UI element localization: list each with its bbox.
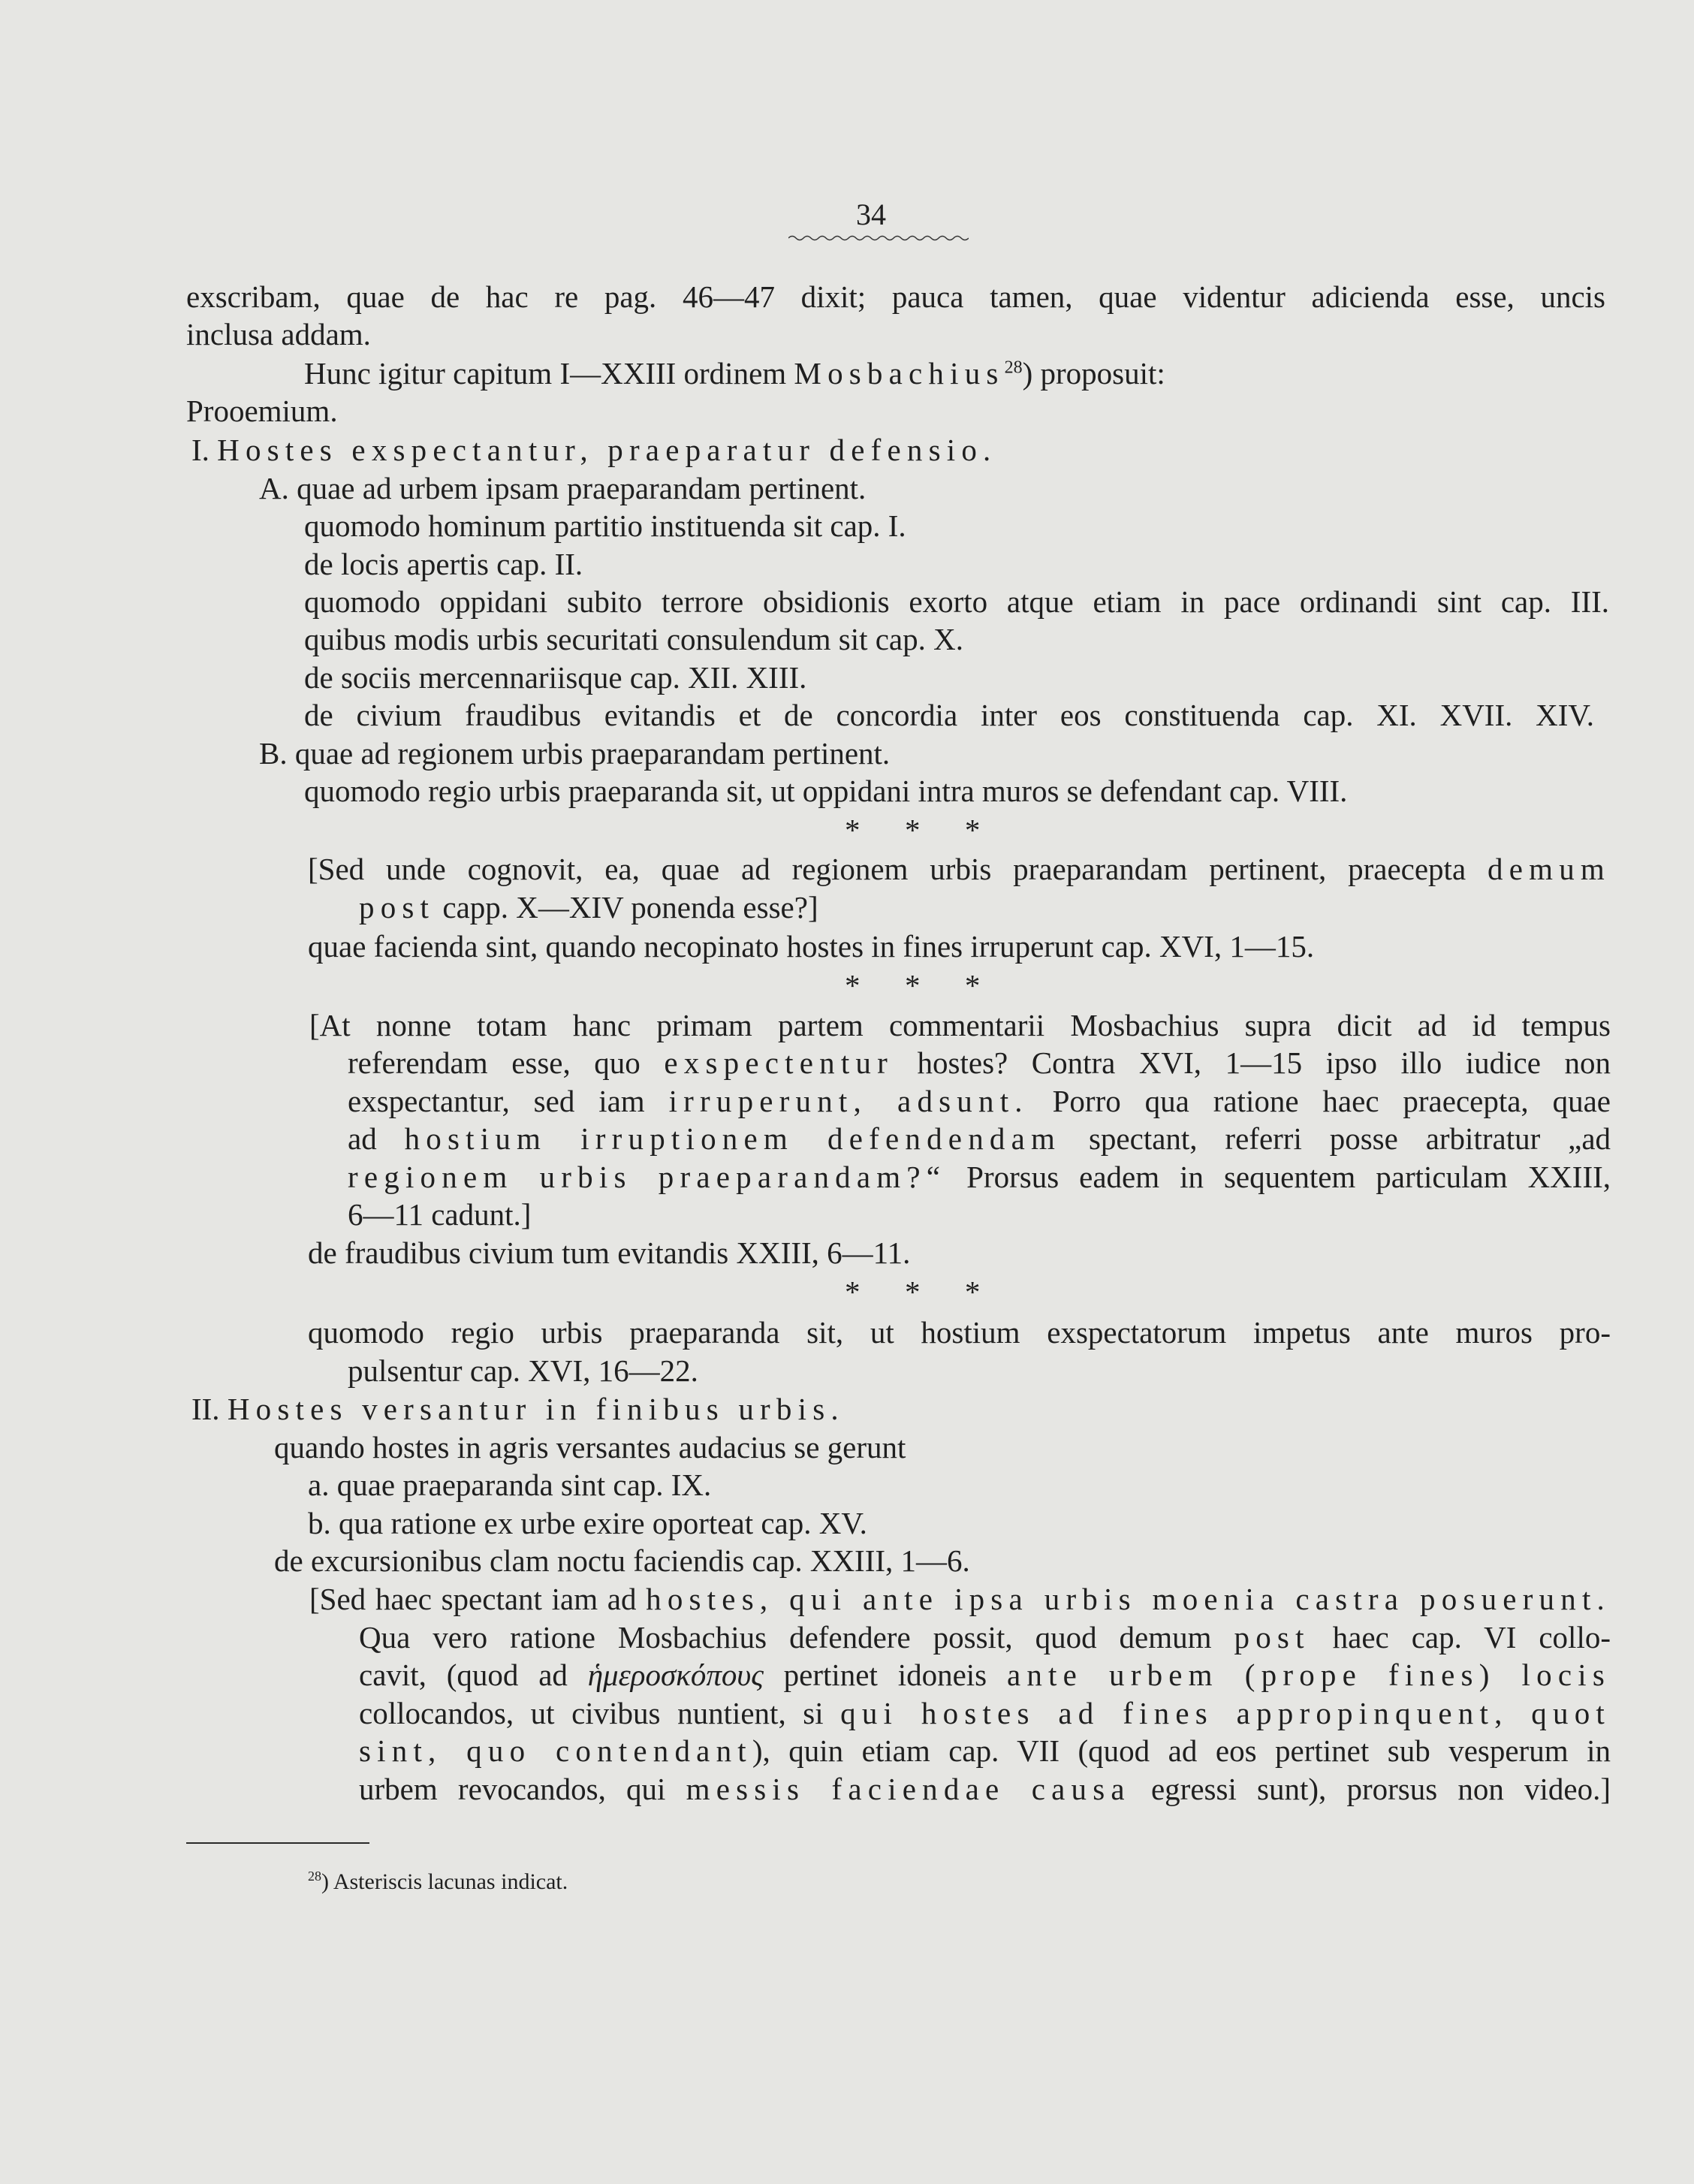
spaced-text: regionem urbis praeparandam?“ [348, 1160, 947, 1194]
spaced-text: hostes, qui ante ipsa urbis moenia castra posuerunt. [646, 1582, 1611, 1616]
text-line: A. quae ad urbem ipsam praeparandam pertinent. [259, 471, 867, 505]
spaced-text: demum [1488, 852, 1611, 886]
text-segment: exspectantur, sed iam [348, 1084, 669, 1118]
text-line: Prooemium. [186, 394, 338, 428]
text-line: quomodo regio urbis praeparanda sit, ut hostium exspectatorum impetus ante muros pro- [308, 1315, 1611, 1350]
text-line [359, 1618, 1611, 1656]
text-segment: capp. X—XIV ponenda esse?] [435, 890, 818, 925]
text-line [309, 1580, 1611, 1618]
text-segment: Hunc igitur capitum I—XXIII ordinem [304, 356, 794, 391]
text-segment: spectant, referri posse arbitratur „ad [1061, 1121, 1611, 1156]
text-line [359, 888, 818, 926]
spaced-text: (prope fines) locis [1218, 1658, 1611, 1692]
footnote-mark: 28 [308, 1869, 321, 1884]
footnote-text: ) Asteriscis lacunas indicat. [321, 1869, 568, 1894]
text-segment: ), quin etiam cap. VII (quod ad eos pertinet sub vesperum in [752, 1733, 1611, 1768]
text-segment: ) proposuit: [1022, 356, 1165, 391]
text-line: b. qua ratione ex urbe exire oporteat cap. XV. [308, 1506, 867, 1540]
text-line: pulsentur cap. XVI, 16—22. [348, 1353, 698, 1388]
spaced-text: qui hostes ad fines appropinquent, quot [840, 1696, 1611, 1730]
text-line [359, 1694, 1611, 1732]
text-line: quomodo oppidani subito terrore obsidionis exorto atque etiam in pace ordinandi sint cap. III. [304, 584, 1609, 619]
spaced-text: Hostes versantur in finibus urbis. [227, 1392, 845, 1426]
text-line: quando hostes in agris versantes audacius se gerunt [274, 1430, 906, 1465]
text-segment: collocandos, ut civibus nuntient, si [359, 1696, 841, 1730]
spaced-text: messis faciendae causa [686, 1772, 1131, 1806]
text-line: quomodo hominum partitio instituenda sit cap. I. [304, 508, 906, 543]
text-segment: hostes? Contra XVI, 1—15 ipso illo iudice non [893, 1045, 1611, 1080]
text-line: B. quae ad regionem urbis praeparandam pertinent. [259, 736, 891, 771]
spaced-text: post [359, 890, 436, 925]
asterisks: * * * [845, 1275, 999, 1309]
text-line: de fraudibus civium tum evitandis XXIII, 6—11. [308, 1235, 911, 1270]
page-number: 34 [856, 198, 886, 231]
text-segment: referendam esse, quo [348, 1045, 665, 1080]
text-segment: [Sed haec spectant iam ad [309, 1582, 647, 1616]
text-line [348, 1120, 1611, 1157]
text-line: quomodo regio urbis praeparanda sit, ut oppidani intra muros se defendant cap. VIII. [304, 774, 1348, 808]
text-segment: Prorsus eadem in sequentem particulam XXIII, [946, 1160, 1611, 1194]
asterisks: * * * [845, 968, 999, 1003]
spaced-text: post [1234, 1620, 1310, 1655]
asterisks: * * * [845, 813, 999, 847]
text-line: quibus modis urbis securitati consulendum sit cap. X. [304, 622, 963, 656]
footnote-rule [186, 1842, 369, 1844]
text-line: quae facienda sint, quando necopinato hostes in fines irruperunt cap. XVI, 1—15. [308, 929, 1315, 964]
spaced-text: Hostes exspectantur, praeparatur defensio. [217, 433, 997, 467]
text-line [308, 850, 1611, 888]
text-line: inclusa addam. [186, 317, 371, 351]
text-segment: [Sed unde cognovit, ea, quae ad regionem urbis praeparandam pertinent, praecepta [308, 852, 1488, 886]
text-line: exscribam, quae de hac re pag. 46—47 dixit; pauca tamen, quae videntur adicienda esse, uncis [186, 279, 1605, 314]
text-line: a. quae praeparanda sint cap. IX. [308, 1468, 712, 1502]
text-segment: Porro qua ratione haec praecepta, quae [1028, 1084, 1611, 1118]
text-segment: haec cap. VI collo- [1310, 1620, 1611, 1655]
text-line [348, 1044, 1611, 1081]
text-segment: pertinet idoneis [763, 1658, 1007, 1692]
spaced-text: sint, quo contendant [359, 1733, 752, 1768]
text-segment: egressi sunt), prorsus non video.] [1130, 1772, 1611, 1806]
footnote [308, 1867, 568, 1897]
text-segment: cavit, (quod ad [359, 1658, 588, 1692]
text-line: 6—11 cadunt.] [348, 1197, 532, 1232]
spaced-text: exspectentur [664, 1045, 894, 1080]
text-line: de excursionibus clam noctu faciendis cap. XXIII, 1—6. [274, 1543, 970, 1578]
text-segment: urbem revocandos, qui [359, 1772, 686, 1806]
text-segment: II. [191, 1392, 228, 1426]
spaced-text: hostium irruptionem defendendam [404, 1121, 1062, 1156]
section-heading [191, 431, 997, 469]
text-segment: Qua vero ratione Mosbachius defendere possit, quod demum [359, 1620, 1234, 1655]
author-name: Mosbachius [794, 356, 1005, 391]
page-number-ornament [788, 234, 969, 242]
spaced-text: irruperunt, adsunt. [668, 1084, 1029, 1118]
spaced-text: ante urbem [1006, 1658, 1219, 1692]
text-line: de locis apertis cap. II. [304, 547, 583, 581]
text-line: de civium fraudibus evitandis et de concordia inter eos constituenda cap. XI. XVII. XIV. [304, 698, 1594, 732]
text-line [304, 354, 1165, 392]
text-line [359, 1770, 1611, 1808]
text-line [359, 1732, 1611, 1769]
greek-word: ἡμεροσκόπους [587, 1658, 764, 1692]
footnote-ref: 28 [1004, 357, 1023, 378]
text-line: de sociis mercennariisque cap. XII. XIII. [304, 660, 807, 695]
text-line [359, 1656, 1611, 1694]
text-segment: I. [191, 433, 218, 467]
text-line: [At nonne totam hanc primam partem commentarii Mosbachius supra dicit ad id tempus [309, 1008, 1611, 1042]
text-segment: ad [348, 1121, 405, 1156]
text-line [348, 1082, 1611, 1120]
text-line [348, 1158, 1611, 1196]
section-heading [191, 1390, 845, 1428]
